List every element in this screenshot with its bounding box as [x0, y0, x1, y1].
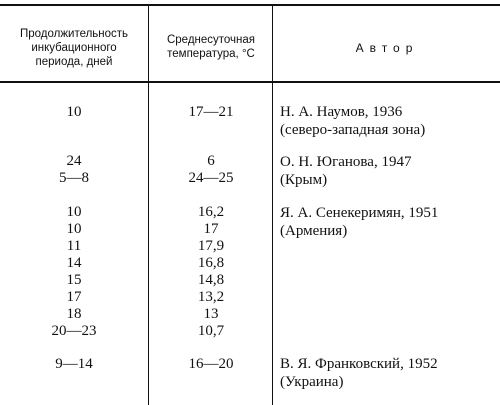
temperature-cell: 6: [207, 153, 215, 169]
temperature-cell: 16,2: [197, 204, 225, 220]
duration-cell: 18: [66, 306, 82, 322]
duration-cell: 20—23: [51, 323, 97, 339]
header-temperature: Среднесуточная температура, °С: [166, 34, 256, 60]
author-name: В. Я. Франковский, 1952: [280, 356, 438, 372]
column-divider-2: [272, 4, 273, 405]
temperature-cell: 13: [203, 306, 219, 322]
author-name: Я. А. Сенекеримян, 1951: [280, 205, 439, 221]
duration-cell: 10: [66, 104, 82, 120]
table-top-rule: [0, 4, 500, 6]
duration-cell: 11: [66, 238, 82, 254]
duration-cell: 5—8: [59, 170, 89, 186]
temperature-cell: 14,8: [197, 272, 225, 288]
temperature-cell: 24—25: [188, 170, 234, 186]
temperature-cell: 17: [203, 221, 219, 237]
temperature-cell: 17,9: [197, 238, 225, 254]
duration-cell: 24: [66, 153, 82, 169]
table-header-rule: [0, 81, 500, 83]
header-author: Автор: [355, 41, 419, 55]
author-region: (северо-западная зона): [280, 122, 426, 138]
duration-cell: 15: [66, 272, 82, 288]
duration-cell: 10: [66, 204, 82, 220]
temperature-cell: 10,7: [197, 323, 225, 339]
temperature-cell: 17—21: [188, 104, 234, 120]
author-region: (Украина): [280, 374, 344, 390]
temperature-cell: 16—20: [188, 356, 234, 372]
duration-cell: 14: [66, 255, 82, 271]
duration-cell: 9—14: [55, 356, 93, 372]
temperature-cell: 16,8: [197, 255, 225, 271]
author-name: Н. А. Наумов, 1936: [280, 104, 403, 120]
author-region: (Крым): [280, 172, 328, 188]
temperature-cell: 13,2: [197, 289, 225, 305]
header-duration: Продолжительность инкубационного периода, дней: [19, 28, 129, 68]
duration-cell: 10: [66, 221, 82, 237]
author-region: (Армения): [280, 223, 348, 239]
duration-cell: 17: [66, 289, 82, 305]
author-name: О. Н. Юганова, 1947: [280, 154, 412, 170]
